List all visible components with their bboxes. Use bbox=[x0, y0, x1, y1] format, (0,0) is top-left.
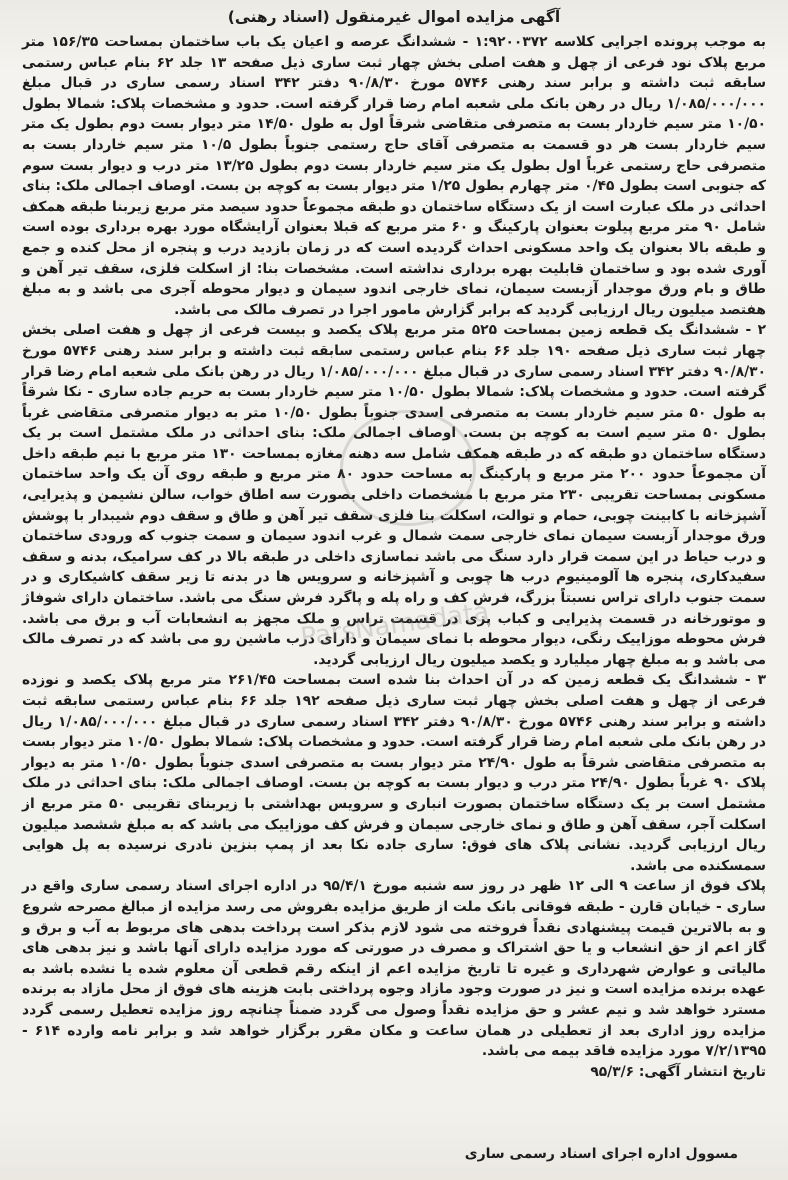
signature-line: مسوول اداره اجرای اسناد رسمی ساری bbox=[464, 1146, 738, 1162]
notice-title: آگهی مزایده اموال غیرمنقول (اسناد رهنی) bbox=[227, 8, 561, 26]
auction-terms-paragraph: پلاک فوق از ساعت ۹ الی ۱۲ ظهر در روز سه شنبه مورخ ۹۵/۴/۱ در اداره اجرای اسناد رسمی ساری واقع در ساری - خیابان قارن - طبقه فوقانی بانک ملت از طریق مزایده بفروش می رسد مزایده از مبالغ مصرحه شروع و به بالاترین قیمت پیشنهادی نقداً فروخته می شود لازم بذکر است پرداخت بدهی های مربوط به آب و برق و گاز اعم از حق انشعاب و یا حق اشتراک و مصرف در صورتی که مورد مزایده دارای آنها باشد و نیز بدهی های مالیاتی و عوارض شهرداری و غیره تا تاریخ مزایده اعم از اینکه رقم قطعی آن معلوم شده یا نشده باشد به عهده برنده مزایده است و نیز در صورت وجود مازاد وجوه پرداختی بابت هزینه های فوق از محل مازاد به برنده مسترد خواهد شد و نیم عشر و حق مزایده نقداً وصول می گردد ضمناً چنانچه روز مزایده تعطیل رسمی گردد مزایده روز اداری بعد از تعطیلی در همان ساعت و مکان مقرر برگزار خواهد شد و برابر نامه وارده ۶۱۴ - ۷/۲/۱۳۹۵ مورد مزایده فاقد بیمه می باشد. bbox=[22, 878, 766, 1060]
paragraph-item-1: به موجب پرونده اجرایی کلاسه ۱:۹۲۰۰۳۷۲ - ششدانگ عرصه و اعیان یک باب ساختمان بمساحت ۱۵۶/۳۵ متر مربع پلاک نود فرعی از چهل و هفت اصلی بخش چهار ثبت ساری ذیل صفحه ۱۳ جلد ۶۲ بنام عباس رستمی سابقه ثبت داشته و برابر سند رهنی ۵۷۴۶ مورخ ۹۰/۸/۳۰ دفتر ۳۴۲ اسناد رسمی ساری در قبال مبلغ ۱/۰۸۵/۰۰۰/۰۰۰ ریال در رهن بانک ملی شعبه امام رضا قرار گرفته است. حدود و مشخصات پلاک: شمالا بطول ۱۰/۵۰ متر سیم خاردار بست به متصرفی متقاضی شرقاً اول به طول ۱۴/۵۰ متر دیوار بست دوم بطول یک متر سیم خاردار بست هر دو قسمت به متصرفی آقای حاج رستمی جنوباً بطول ۱۰/۵ متر سیم خاردار بست به متصرفی حاج رستمی غرباً اول بطول یک متر سیم خاردار بست دوم بطول ۱۳/۲۵ متر درب و دیوار بست سوم که جنوبی است بطول ۰/۴۵ متر چهارم بطول ۱/۲۵ متر دیوار بست به کوچه بن بست. اوصاف اجمالی ملک: بنای احداثی در ملک عبارت است از یک دستگاه ساختمان دو طبقه مجموعاً حدود سیصد متر مربع زیربنا طبقه همکف شامل ۹۰ متر مربع پیلوت بعنوان پارکینگ و ۶۰ متر مربع که قبلا بعنوان آرایشگاه مورد بهره برداری بوده است و طبقه بالا بعنوان یک واحد مسکونی احداث گردیده است که در زمان بازدید درب و پنجره از محل کنده و جمع آوری شده بود و ساختمان قابلیت بهره برداری نداشته است. مشخصات بنا: از اسکلت فلزی، سقف تیر آهن و طاق و بام ورق موجدار آزبست سیمان، نمای خارجی اندود سیمان و دیوار محوطه آجری می باشد و به مبلغ هفتصد میلیون ریال ارزیابی گردید که برابر گزارش مامور اجرا در تصرف مالک می باشد. bbox=[22, 34, 767, 318]
watermark-text: ParsNamadata bbox=[298, 596, 492, 654]
publication-date: تاریخ انتشار آگهی: ۹۵/۳/۶ bbox=[590, 1063, 766, 1080]
paragraph-item-2: ۲ - ششدانگ یک قطعه زمین بمساحت ۵۲۵ متر مربع پلاک یکصد و بیست فرعی از چهل و هفت اصلی بخش چهار ثبت ساری ذیل صفحه ۱۹۰ جلد ۶۶ بنام عباس رستمی سابقه ثبت داشته و برابر سند رهنی ۵۷۴۶ مورخ ۹۰/۸/۳۰ دفتر ۳۴۲ اسناد رسمی ساری در قبال مبلغ ۱/۰۸۵/۰۰۰/۰۰۰ ریال در رهن بانک ملی شعبه امام رضا قرار گرفته است. حدود و مشخصات پلاک: شمالا بطول ۱۰/۵۰ متر سیم خاردار بست به حریم جاده ساری - نکا شرقاً به طول ۵۰ متر سیم خاردار بست به متصرفی اسدی جنوباً بطول ۱۰/۵۰ متر به دیوار متصرفی متقاضی غرباً بطول ۵۰ متر سیم است به کوچه بن بست. اوصاف اجمالی ملک: بنای احداثی در ملک مشتمل است بر یک دستگاه ساختمان دو طبقه که در طبقه همکف شامل سه دهنه مغازه بمساحت ۱۳۰ متر مربع با نیم طبقه داخل آن مجموعاً حدود ۲۰۰ متر مربع و پارکینگ به مساحت حدود ۸۰ متر مربع و طبقه روی آن یک واحد ساختمان مسکونی بمساحت تقریبی ۲۳۰ متر مربع با مشخصات داخلی بصورت سه اطاق خواب، سالن نشیمن و پذیرایی، آشپزخانه با کابینت چوبی، حمام و توالت، اسکلت بنا فلزی سقف تیر آهن و طاق و سقف دوم شیبدار با پوشش ورق موجدار آزبست سیمان نمای خارجی سمت شمال و غرب اندود سیمان و سمت جنوب که ورودی ساختمان و درب حیاط در این سمت قرار دارد سنگ می باشد نماسازی داخلی در طبقه بالا در کف سرامیک، بدنه و سقف سفیدکاری، پنجره ها آلومینیوم درب ها چوبی و آشپزخانه و سرویس ها در بدنه تا زیر سقف کاشیکاری و در سمت جنوب دارای تراس نسبتاً بزرگ، فرش کف و راه پله و پاگرد فرش سنگ می باشد. ساختمان دارای شوفاژ و موتورخانه در قسمت پذیرایی و کباب پزی در قسمت تراس و ملک مجهز به انشعابات آب و برق می باشد. فرش محوطه موزاییک رنگی، دیوار محوطه با نمای سیمان و دارای درب ماشین رو می باشد که در تصرف مالک می باشد و به مبلغ چهار میلیارد و یکصد میلیون ریال ارزیابی گردید. bbox=[22, 322, 767, 668]
paragraph-item-3: ۳ - ششدانگ یک قطعه زمین که در آن احداث بنا شده است بمساحت ۲۶۱/۴۵ متر مربع پلاک یکصد و نوزده فرعی از چهل و هفت اصلی بخش چهار ثبت ساری ذیل صفحه ۱۹۲ جلد ۶۶ بنام عباس رستمی سابقه ثبت داشته و برابر سند رهنی ۵۷۴۶ مورخ ۹۰/۸/۳۰ دفتر ۳۴۲ اسناد رسمی ساری در قبال مبلغ ۱/۰۸۵/۰۰۰/۰۰۰ ریال در رهن بانک ملی شعبه امام رضا قرار گرفته است. حدود و مشخصات پلاک: شمالا بطول ۱۰/۵۰ متر دیوار بست به متصرفی متقاضی شرقاً به طول ۲۴/۹۰ متر دیوار بست به متصرفی اسدی جنوباً بطول ۱۰/۵۰ متر به دیوار پلاک ۹۰ غرباً بطول ۲۴/۹۰ متر درب و دیوار بست به کوچه بن بست. اوصاف اجمالی ملک: بنای احداثی در ملک مشتمل است بر یک دستگاه ساختمان بصورت انباری و سرویس بهداشتی با زیربنای تقریبی ۵۰ متر مربع از اسکلت آجر، سقف آهن و طاق و نمای خارجی سیمان و فرش کف موزاییک می باشد که به مبلغ ششصد میلیون ریال ارزیابی گردید. نشانی پلاک های فوق: ساری جاده نکا بعد از پمپ بنزین نادری نرسیده به پل هوایی سمسکنده می باشد. bbox=[22, 672, 767, 874]
